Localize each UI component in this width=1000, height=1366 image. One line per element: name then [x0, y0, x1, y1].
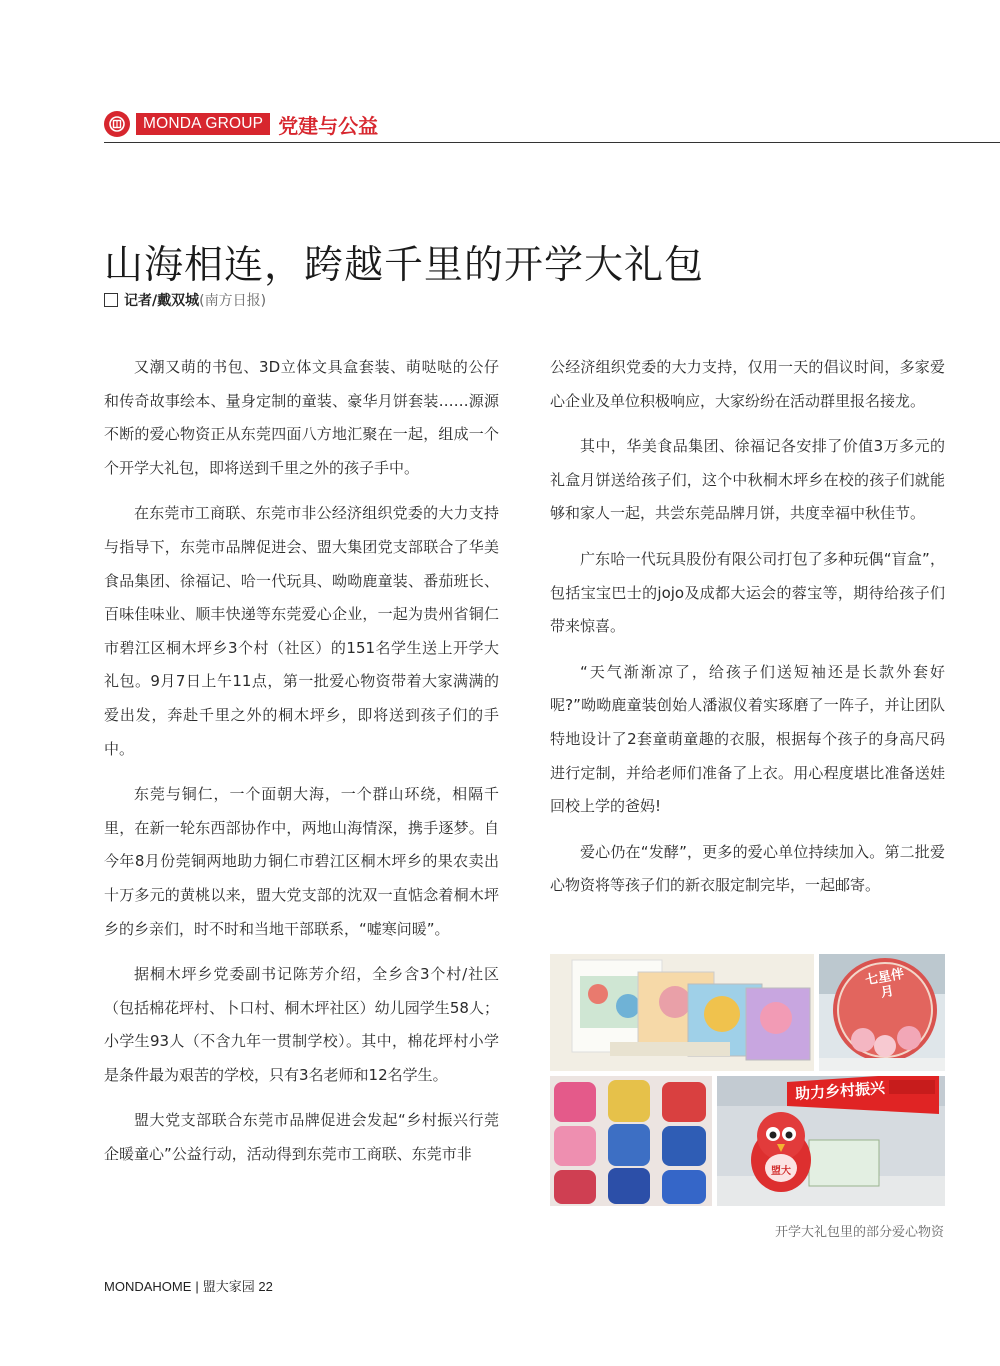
mooncake-label: 七星伴月: [864, 966, 906, 1001]
mooncake-tin-photo: [819, 954, 945, 1071]
byline-author: 记者/戴双城: [124, 293, 200, 309]
paragraph: 又潮又萌的书包、3D立体文具盒套装、萌哒哒的公仔和传奇故事绘本、量身定制的童装、豪华月饼套装……源源不断的爱心物资正从东莞四面八方地汇聚在一起，组成一个个开学大礼包，即将送到千里之外的孩子手中。: [104, 358, 499, 477]
footer-separator: |: [195, 1279, 199, 1294]
footer-label: 盟大家园: [202, 1279, 255, 1294]
paragraph: 广东哈一代玩具股份有限公司打包了多种玩偶“盲盒”，包括宝宝巴士的jojo及成都大运会的蓉宝等，期待给孩子们带来惊喜。: [550, 549, 945, 636]
page-footer: [104, 1276, 273, 1295]
footer-brand: MONDAHOME: [104, 1279, 192, 1294]
paragraph: 东莞与铜仁，一个面朝大海，一个群山环绕，相隔千里，在新一轮东西部协作中，两地山海情深，携手逐梦。自今年8月份莞铜两地助力铜仁市碧江区桐木坪乡的果农卖出十万多元的黄桃以来，盟大党支部的沈双一直惦念着桐木坪乡的乡亲们，时不时和当地干部联系，“嘘寒问暖”。: [104, 785, 499, 938]
section-title: 党建与公益: [278, 113, 379, 138]
mascot-label: 盟大: [771, 1166, 791, 1177]
byline: [104, 290, 266, 310]
photo-caption: 开学大礼包里的部分爱心物资: [774, 1225, 944, 1240]
right-column: [550, 351, 945, 915]
banner-text: 助力乡村振兴: [794, 1078, 886, 1104]
storybooks-photo: [550, 954, 814, 1071]
paragraph: 其中，华美食品集团、徐福记各安排了价值3万多元的礼盒月饼送给孩子们，这个中秋桐木坪乡在校的孩子们就能够和家人一起，共尝东莞品牌月饼，共度幸福中秋佳节。: [550, 437, 945, 523]
brand-label: MONDA GROUP: [136, 113, 270, 135]
header-divider: [104, 142, 1000, 143]
paragraph: 盟大党支部联合东莞市品牌促进会发起“乡村振兴行莞企暖童心”公益行动，活动得到东莞市工商联、东莞市非: [104, 1111, 499, 1164]
photo-collage: [550, 954, 945, 1206]
monda-logo-icon: [104, 111, 130, 137]
article-title: 山海相连，跨越千里的开学大礼包: [104, 243, 705, 288]
page-number: 22: [258, 1279, 273, 1294]
checkbox-square-icon: [104, 293, 118, 307]
paragraph: “天气渐渐凉了，给孩子们送短袖还是长款外套好呢?”呦呦鹿童装创始人潘淑仪着实琢磨了一阵子，并让团队特地设计了2套童萌童趣的衣服，根据每个孩子的身高尺码进行定制，并给老师们准备了上衣。用心程度堪比准备送娃回校上学的爸妈!: [550, 662, 945, 816]
paragraph: 在东莞市工商联、东莞市非公经济组织党委的大力支持与指导下，东莞市品牌促进会、盟大集团党支部联合了华美食品集团、徐福记、哈一代玩具、呦呦鹿童装、番茄班长、百味佳味业、顺丰快递等东莞爱心企业，一起为贵州省铜仁市碧江区桐木坪乡3个村（社区）的151名学生送上开学大礼包。9月7日上午11点，第一批爱心物资带着大家满满的爱出发，奔赴千里之外的桐木坪乡，即将送到孩子们的手中。: [104, 504, 499, 758]
schoolbags-photo: [550, 1076, 712, 1206]
paragraph: 据桐木坪乡党委副书记陈芳介绍，全乡含3个村/社区（包括棉花坪村、卜口村、桐木坪社区）幼儿园学生58人；小学生93人（不含九年一贯制学校）。其中，棉花坪村小学是条件最为艰苦的学校，只有3名老师和12名学生。: [104, 965, 499, 1084]
left-column: [104, 351, 499, 1184]
paragraph: 公经济组织党委的大力支持，仅用一天的倡议时间，多家爱心企业及单位积极响应，大家纷纷在活动群里报名接龙。: [550, 358, 945, 410]
mascot-photo: [717, 1076, 945, 1206]
paragraph: 爱心仍在“发酵”，更多的爱心单位持续加入。第二批爱心物资将等孩子们的新衣服定制完毕，一起邮寄。: [550, 842, 945, 895]
byline-source: (南方日报): [199, 293, 267, 309]
page-header: [104, 107, 378, 141]
